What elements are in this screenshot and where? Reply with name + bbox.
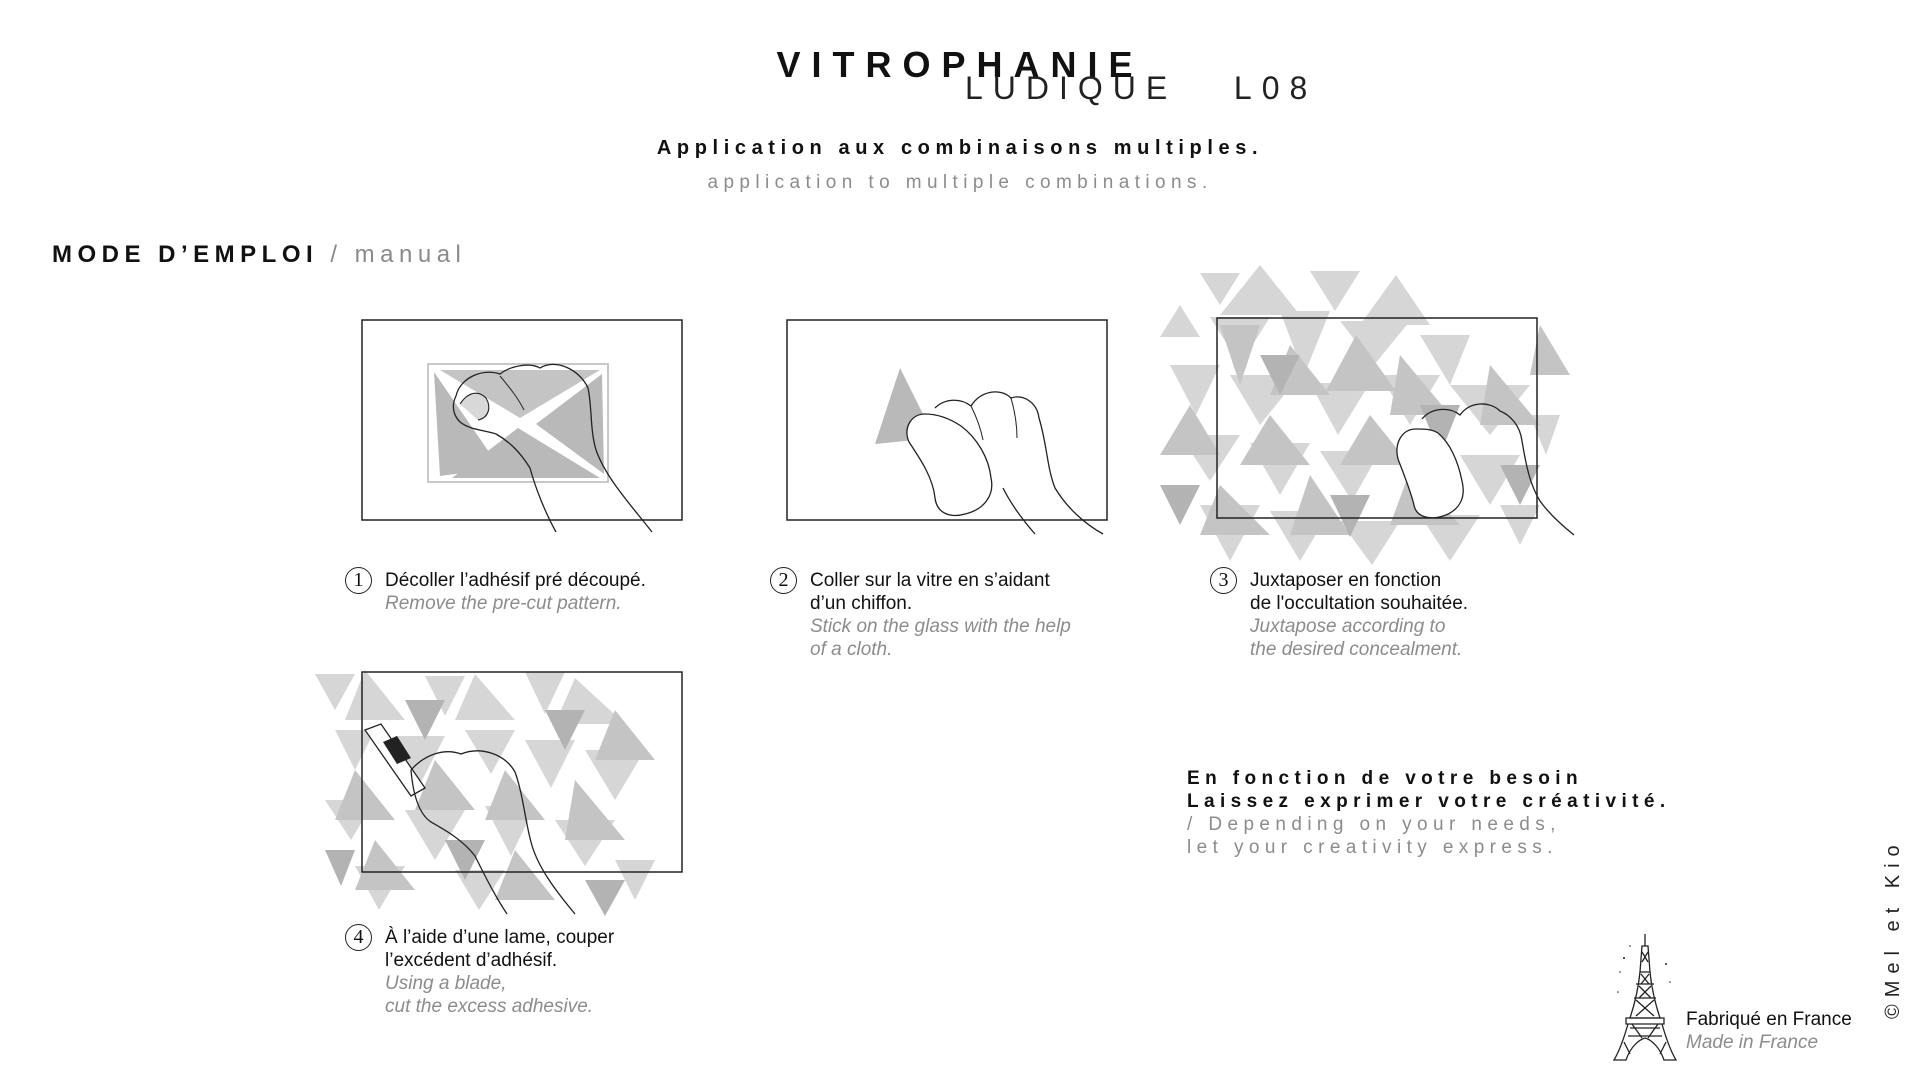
made-in-france	[1686, 1008, 1852, 1054]
hand-peeling-icon	[360, 318, 690, 538]
step-number: 4	[345, 924, 372, 951]
step-text-en: cut the excess adhesive.	[385, 996, 594, 1017]
step-text-fr: Décoller l’adhésif pré découpé.	[385, 570, 646, 591]
step-text-fr: Coller sur la vitre en s’aidant	[810, 570, 1050, 591]
step-text-fr: Juxtaposer en fonction	[1250, 570, 1442, 591]
tagline-en: application to multiple combinations.	[707, 172, 1213, 193]
eiffel-tower-logo	[1612, 932, 1678, 1067]
section-subtitle: / manual	[318, 241, 467, 268]
step-text-en: of a cloth.	[810, 639, 893, 660]
illustration-step-2	[785, 318, 1115, 538]
section-title: MODE D’EMPLOI	[52, 241, 319, 268]
made-in-fr: Fabriqué en France	[1686, 1009, 1852, 1030]
step-text-fr: À l’aide d’une lame, couper	[385, 927, 615, 948]
hand-cutter-icon	[315, 670, 695, 920]
creativity-en-line-1: / Depending on your needs,	[1187, 814, 1561, 835]
step-text-fr: d’un chiffon.	[810, 593, 913, 614]
illustration-step-4	[315, 670, 695, 920]
creativity-fr-line-2: Laissez exprimer votre créativité.	[1187, 791, 1671, 812]
page-subtitle: LUDIQUE L08	[965, 70, 1318, 106]
step-text-fr: l’excédent d’adhésif.	[385, 950, 558, 971]
illustration-step-3	[1160, 265, 1580, 565]
hand-juxtapose-icon	[1160, 265, 1580, 565]
made-in-en: Made in France	[1686, 1032, 1819, 1053]
page-title: VITROPHANIE	[776, 44, 1144, 85]
step-number: 3	[1210, 567, 1237, 594]
hand-cloth-icon	[785, 318, 1115, 538]
step-text-en: Juxtapose according to	[1250, 616, 1446, 637]
step-text-en: Using a blade,	[385, 973, 507, 994]
section-heading	[52, 241, 466, 269]
step-number: 1	[345, 567, 372, 594]
step-number: 2	[770, 567, 797, 594]
creativity-note	[1187, 767, 1671, 859]
creativity-en-line-2: let your creativity express.	[1187, 837, 1558, 858]
creativity-fr-line-1: En fonction de votre besoin	[1187, 768, 1583, 789]
step-text-en: Stick on the glass with the help	[810, 616, 1071, 637]
step-text-en: the desired concealment.	[1250, 639, 1463, 660]
step-text-fr: de l'occultation souhaitée.	[1250, 593, 1469, 614]
illustration-step-1	[360, 318, 690, 538]
step-text-en: Remove the pre-cut pattern.	[385, 593, 622, 614]
tagline-fr: Application aux combinaisons multiples.	[656, 137, 1264, 159]
copyright: ©Mel et Kio	[1882, 838, 1904, 1019]
eiffel-tower-icon	[1612, 932, 1678, 1062]
